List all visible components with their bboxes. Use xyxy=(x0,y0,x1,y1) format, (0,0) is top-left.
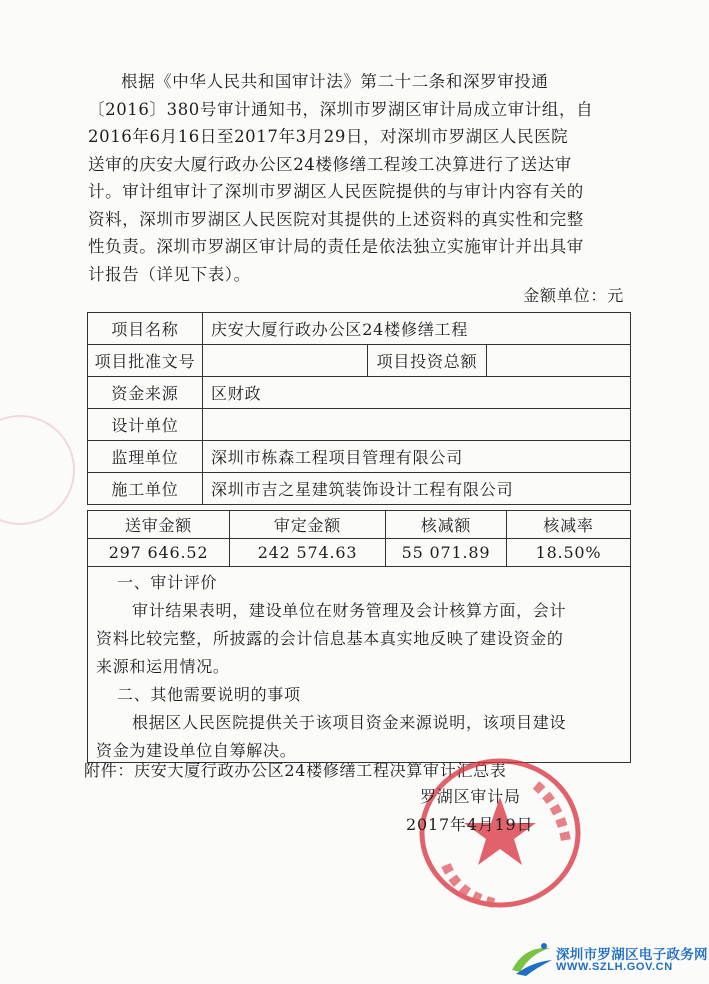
supervision-value: 深圳市栋森工程项目管理有限公司 xyxy=(203,441,631,473)
reduction-amount-header: 核减额 xyxy=(386,511,507,539)
intro-line: 送审的庆安大厦行政办公区24楼修缮工程竣工决算进行了送达审 xyxy=(88,154,572,174)
intro-line: 〔2016〕380号审计通知书，深圳市罗湖区审计局成立审计组，自 xyxy=(88,99,594,119)
evaluation-line: 来源和运用情况。 xyxy=(96,657,230,676)
evaluation-heading: 一、审计评价 xyxy=(117,573,218,592)
approval-no-value xyxy=(203,345,368,377)
table-row xyxy=(88,441,631,473)
fund-source-value: 区财政 xyxy=(203,377,631,409)
fund-source-label: 资金来源 xyxy=(88,377,203,409)
intro-line: 计报告（详见下表）。 xyxy=(88,264,251,284)
construction-value: 深圳市吉之星建筑装饰设计工程有限公司 xyxy=(203,473,631,505)
audit-evaluation-box xyxy=(87,566,631,763)
construction-label: 施工单位 xyxy=(88,473,203,505)
total-invest-label: 项目投资总额 xyxy=(368,345,487,377)
reduction-rate-value: 18.50% xyxy=(507,539,631,567)
table-row xyxy=(88,473,631,505)
site-logo-url: WWW.SZLH.GOV.CN xyxy=(556,961,673,973)
table-row xyxy=(88,539,631,567)
site-logo[interactable] xyxy=(508,940,708,980)
reduction-amount-value: 55 071.89 xyxy=(386,539,507,567)
intro-line: 计。审计组审计了深圳市罗湖区人民医院提供的与审计内容有关的 xyxy=(88,182,584,201)
reduction-rate-header: 核减率 xyxy=(507,511,631,539)
approved-amount-header: 审定金额 xyxy=(230,511,386,539)
other-matters-line: 资金为建设单位自筹解决。 xyxy=(96,741,297,760)
intro-line: 资料，深圳市罗湖区人民医院对其提供的上述资料的真实性和完整 xyxy=(88,209,584,229)
supervision-label: 监理单位 xyxy=(88,441,203,473)
signing-organization: 罗湖区审计局 xyxy=(420,787,521,806)
table-header-row xyxy=(88,511,631,539)
attachment-note: 附件：庆安大厦行政办公区24楼修缮工程决算审计汇总表 xyxy=(84,761,507,780)
intro-paragraph xyxy=(88,68,634,288)
table-row xyxy=(88,377,631,409)
approval-no-label: 项目批准文号 xyxy=(88,345,203,377)
project-name-label: 项目名称 xyxy=(88,313,203,345)
audit-amount-table xyxy=(87,510,631,567)
design-unit-label: 设计单位 xyxy=(88,409,203,441)
amount-unit-label: 金额单位：元 xyxy=(523,286,624,305)
total-invest-value xyxy=(487,345,631,377)
design-unit-value xyxy=(203,409,631,441)
signing-date: 2017年4月19日 xyxy=(406,815,534,834)
evaluation-line: 资料比较完整，所披露的会计信息基本真实地反映了建设资金的 xyxy=(96,629,564,648)
site-logo-name: 深圳市罗湖区电子政务网 xyxy=(556,947,708,962)
intro-line: 2016年6月16日至2017年3月29日，对深圳市罗湖区人民医院 xyxy=(88,127,569,146)
other-matters-heading: 二、其他需要说明的事项 xyxy=(117,685,301,704)
table-row xyxy=(88,345,631,377)
intro-line: 性负责。深圳市罗湖区审计局的责任是依法独立实施审计并出具审 xyxy=(88,237,584,256)
evaluation-line: 审计结果表明，建设单位在财务管理及会计核算方面，会计 xyxy=(132,601,567,620)
project-info-table xyxy=(87,312,631,505)
swoosh-logo-icon xyxy=(508,940,554,978)
approved-amount-value: 242 574.63 xyxy=(230,539,386,567)
other-matters-line: 根据区人民医院提供关于该项目资金来源说明，该项目建设 xyxy=(132,713,567,732)
table-row xyxy=(88,409,631,441)
intro-line: 根据《中华人民共和国审计法》第二十二条和深罗审投通 xyxy=(121,72,549,91)
table-row xyxy=(88,313,631,345)
submitted-amount-header: 送审金额 xyxy=(88,511,230,539)
faint-stamp-mark xyxy=(0,410,80,530)
project-name-value: 庆安大厦行政办公区24楼修缮工程 xyxy=(203,313,631,345)
submitted-amount-value: 297 646.52 xyxy=(88,539,230,567)
